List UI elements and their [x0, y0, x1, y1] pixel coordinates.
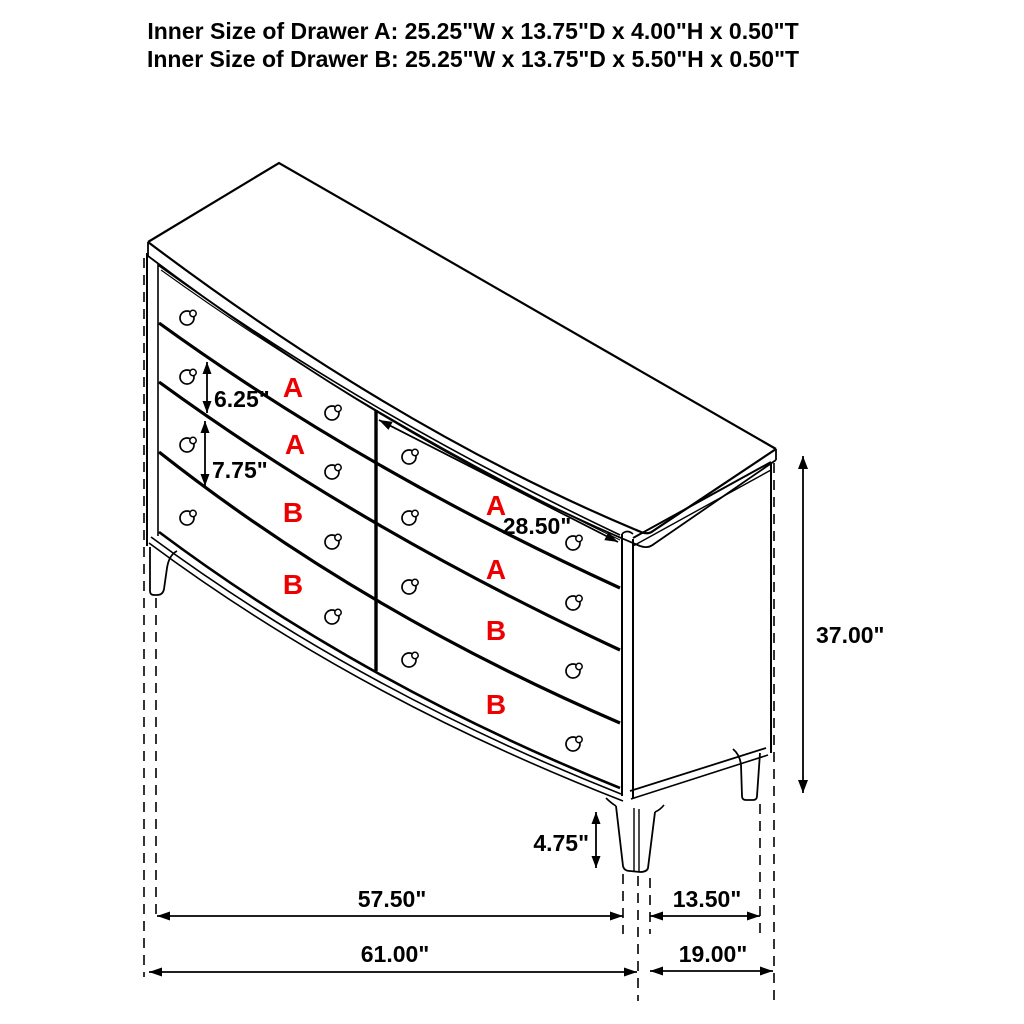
right-drawer-1-label: A — [485, 490, 507, 521]
arrow-up-icon — [201, 421, 210, 433]
left-drawer-4-label: B — [282, 569, 304, 600]
drawer-knob-icon — [180, 437, 196, 452]
dim-bank-width-label: 28.50" — [502, 513, 572, 539]
drawer-knob-icon — [402, 449, 418, 464]
dresser-drawing — [147, 163, 776, 872]
dim-height-label: 37.00" — [816, 622, 885, 648]
arrow-up-icon — [203, 362, 212, 374]
dim-width-label: 61.00" — [360, 941, 430, 967]
drawer-knob-icon — [180, 310, 196, 325]
drawer-knob-icon — [566, 736, 582, 751]
drawer-knob-icon — [180, 510, 196, 525]
arrow-right-icon — [760, 967, 773, 976]
dim-a-front-label: 6.25" — [214, 386, 270, 412]
drawer-knob-icon — [325, 405, 341, 420]
dim-foot-depth-label: 13.50" — [672, 886, 742, 912]
arrow-right-icon — [624, 968, 637, 977]
dim-overall-width — [149, 941, 637, 977]
dim-leg-height — [533, 812, 600, 868]
dim-drawer-b-front-height — [201, 421, 268, 486]
left-drawer-1-label: A — [282, 372, 304, 403]
right-drawer-3-label: B — [485, 615, 507, 646]
left-drawer-3-label: B — [282, 497, 304, 528]
drawer-knob-icon — [566, 595, 582, 610]
drawer-knob-icon — [402, 579, 418, 594]
arrow-left-icon — [650, 912, 663, 921]
front-base-edge — [159, 532, 620, 788]
arrow-left-icon — [157, 912, 170, 921]
arrow-up-icon — [592, 812, 601, 824]
dim-b-front-label: 7.75" — [212, 457, 268, 483]
dim-drawer-bank-width — [379, 420, 618, 542]
title-line-2: Inner Size of Drawer B: 25.25"W x 13.75"D x 5.50"H x 0.50"T — [146, 46, 800, 72]
right-drawer-2-label: A — [485, 554, 507, 585]
left-drawer-2-label: A — [284, 429, 306, 460]
front-right-leg — [606, 798, 664, 872]
legs — [150, 547, 760, 872]
dim-foot-depth — [650, 886, 760, 921]
dim-leg-label: 4.75" — [533, 830, 589, 856]
arrow-left-icon — [149, 968, 162, 977]
drawer-divider-1 — [159, 323, 620, 588]
arrow-right-icon — [610, 912, 623, 921]
drawer-knob-icon — [402, 652, 418, 667]
drawer-letter-labels — [283, 372, 506, 720]
arrow-down-icon — [798, 780, 808, 793]
dim-drawer-a-front-height — [203, 362, 270, 413]
right-drawer-4-label: B — [485, 689, 507, 720]
drawer-knob-icon — [325, 464, 341, 479]
dim-overall-depth — [650, 941, 773, 976]
title-block — [147, 18, 799, 72]
drawer-knob-icon — [566, 663, 582, 678]
arrow-right-icon — [747, 912, 760, 921]
dim-body-width — [157, 886, 623, 921]
drawer-knob-icon — [180, 369, 196, 384]
dresser-top — [148, 163, 776, 547]
dim-body-width-label: 57.50" — [357, 886, 427, 912]
arrow-down-icon — [203, 401, 212, 413]
arrow-down-icon — [592, 856, 601, 868]
title-line-1: Inner Size of Drawer A: 25.25"W x 13.75"D x 4.00"H x 0.50"T — [147, 18, 799, 44]
arrow-left-icon — [650, 967, 663, 976]
drawer-knob-icon — [402, 510, 418, 525]
arrow-upleft-icon — [379, 420, 393, 430]
drawer-knob-icon — [325, 609, 341, 624]
front-right-post — [622, 532, 633, 799]
drawer-knob-icon — [325, 534, 341, 549]
dim-depth-label: 19.00" — [678, 941, 748, 967]
arrow-up-icon — [798, 456, 808, 469]
dim-overall-height — [798, 456, 884, 793]
